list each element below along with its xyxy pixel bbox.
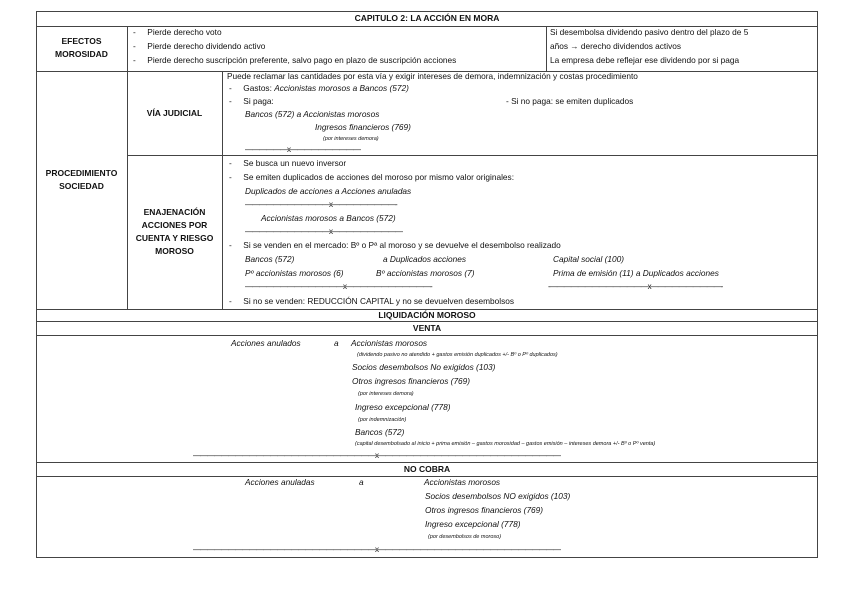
journal-entry: Acciones anuladas bbox=[245, 477, 315, 487]
journal-entry: Ingreso excepcional (778) bbox=[425, 519, 521, 529]
journal-entry: Otros ingresos financieros (769) bbox=[425, 505, 544, 515]
list-item: - Si no se venden: REDUCCIÓN CAPITAL y no se devuelven desembolsos bbox=[229, 296, 514, 306]
journal-entry: Accionistas morosos a Bancos (572) bbox=[274, 83, 409, 93]
page-title: CAPITULO 2: LA ACCIÓN EN MORA bbox=[354, 13, 500, 23]
via-intro: Puede reclamar las cantidades por esta vía y exigir intereses de demora, indemnización y costas procedimiento bbox=[227, 71, 638, 81]
journal-entry: Prima de emisión (11) a Duplicados acciones bbox=[553, 268, 719, 278]
journal-entry: Bancos (572) bbox=[245, 254, 295, 264]
border bbox=[36, 557, 818, 558]
list-item: - Gastos: Accionistas morosos a Bancos (572) bbox=[229, 83, 409, 93]
separator: ————————————x—————————— bbox=[245, 227, 402, 236]
venta-title: VENTA bbox=[412, 323, 442, 333]
entry-note: (por intereses demora) bbox=[323, 136, 379, 142]
journal-entry: Socios desembolsos No exigidos (103) bbox=[352, 362, 496, 372]
journal-entry: a bbox=[359, 477, 364, 487]
entry-note: (por indemnización) bbox=[358, 417, 407, 423]
list-item: - Se busca un nuevo inversor bbox=[229, 158, 347, 168]
entry-note: (dividendo pasivo no atendido + gastos emisión duplicados +/- Bº o Pº duplicados) bbox=[357, 352, 558, 358]
journal-entry: Socios desembolsos NO exigidos (103) bbox=[425, 491, 571, 501]
item-text: Pierde derecho voto bbox=[147, 27, 222, 37]
list-item: - Si se venden en el mercado: Bº o Pª al moroso y se devuelve el desembolso realizado bbox=[229, 240, 561, 250]
item-text: Se busca un nuevo inversor bbox=[243, 158, 347, 168]
journal-entry: Bº accionistas morosos (7) bbox=[376, 268, 475, 278]
border bbox=[36, 335, 818, 336]
entry-note: (capital desembolsado al inicio + prima emisión – gastos morosidad – gastos emisión – intereses demora +/- Bº o Pº venta) bbox=[355, 441, 656, 447]
journal-entry: Pº accionistas morosos (6) bbox=[245, 268, 344, 278]
item-text: Se emiten duplicados de acciones del moroso por mismo valor originales: bbox=[243, 172, 515, 182]
journal-entry: Bancos (572) a Accionistas morosos bbox=[245, 109, 380, 119]
journal-entry: Capital social (100) bbox=[553, 254, 625, 264]
journal-entry: Otros ingresos financieros (769) bbox=[352, 376, 471, 386]
label-line: MOROSO bbox=[155, 246, 194, 256]
journal-entry: Bancos (572) bbox=[355, 427, 405, 437]
no-cobra-title: NO COBRA bbox=[403, 464, 451, 474]
via-judicial-label: VÍA JUDICIAL bbox=[146, 108, 203, 118]
enajenacion-label bbox=[127, 206, 222, 258]
note-line: años → derecho dividendos activos bbox=[550, 41, 681, 51]
journal-entry: Duplicados de acciones a Acciones anuladas bbox=[245, 186, 412, 196]
journal-entry: a bbox=[334, 338, 339, 348]
journal-entry: Accionistas morosos bbox=[424, 477, 501, 487]
journal-entry: Accionistas morosos a Bancos (572) bbox=[261, 213, 396, 223]
list-item: - Si paga: bbox=[229, 96, 274, 106]
label-line: PROCEDIMIENTO bbox=[45, 168, 118, 178]
item-text: Si no se venden: REDUCCIÓN CAPITAL y no se devuelven desembolsos bbox=[243, 296, 514, 306]
border bbox=[127, 155, 818, 156]
label-line: CUENTA Y RIESGO bbox=[135, 233, 214, 243]
note-line: La empresa debe reflejar ese dividendo por si paga bbox=[550, 55, 740, 65]
item-text: Si se venden en el mercado: Bº o Pª al moroso y se devuelve el desembolso realizado bbox=[243, 240, 561, 250]
separator: -——————————————x——————————- bbox=[548, 282, 723, 291]
border bbox=[222, 71, 223, 309]
note-line: Si desembolsa dividendo pasivo dentro del plazo de 5 bbox=[550, 27, 749, 37]
separator: ——————x—————————— bbox=[245, 145, 360, 154]
separator: ——————————————————————————x—————————————————————————— bbox=[193, 451, 560, 460]
journal-entry: Acciones anulados bbox=[231, 338, 301, 348]
item-text: Pierde derecho dividendo activo bbox=[147, 41, 266, 51]
journal-entry: a Duplicados acciones bbox=[383, 254, 467, 264]
list-item: - Se emiten duplicados de acciones del moroso por mismo valor originales: bbox=[229, 172, 515, 182]
label-line: ACCIONES POR bbox=[141, 220, 208, 230]
list-item: - Si no paga: se emiten duplicados bbox=[506, 96, 634, 106]
journal-entry: Ingreso excepcional (778) bbox=[355, 402, 451, 412]
list-item: - Pierde derecho voto bbox=[133, 27, 222, 37]
label-line: SOCIEDAD bbox=[59, 181, 104, 191]
label-line: EFECTOS bbox=[61, 36, 102, 46]
separator: ——————————————x————————————- bbox=[245, 282, 432, 291]
border bbox=[546, 26, 547, 71]
border bbox=[127, 26, 128, 309]
separator: ————————————x—————————- bbox=[245, 200, 397, 209]
separator: ——————————————————————————x—————————————————————————— bbox=[193, 545, 560, 554]
label-line: MOROSIDAD bbox=[55, 49, 108, 59]
liquidacion-title: LIQUIDACIÓN MOROSO bbox=[378, 310, 476, 320]
list-item: - Pierde derecho dividendo activo bbox=[133, 41, 266, 51]
item-text: Gastos: bbox=[243, 83, 275, 93]
efectos-label bbox=[36, 35, 127, 61]
journal-entry: Accionistas morosos bbox=[351, 338, 428, 348]
entry-note: (por intereses demora) bbox=[358, 391, 414, 397]
item-text: Si paga: bbox=[243, 96, 274, 106]
list-item: - Pierde derecho suscripción preferente, salvo pago en plazo de suscripción acciones bbox=[133, 55, 457, 65]
journal-entry: Ingresos financieros (769) bbox=[315, 122, 411, 132]
procedimiento-label bbox=[36, 167, 127, 193]
label-line: ENAJENACIÓN bbox=[143, 207, 206, 217]
entry-note: (por desembolsos de moroso) bbox=[428, 534, 502, 540]
item-text: Pierde derecho suscripción preferente, salvo pago en plazo de suscripción acciones bbox=[147, 55, 457, 65]
